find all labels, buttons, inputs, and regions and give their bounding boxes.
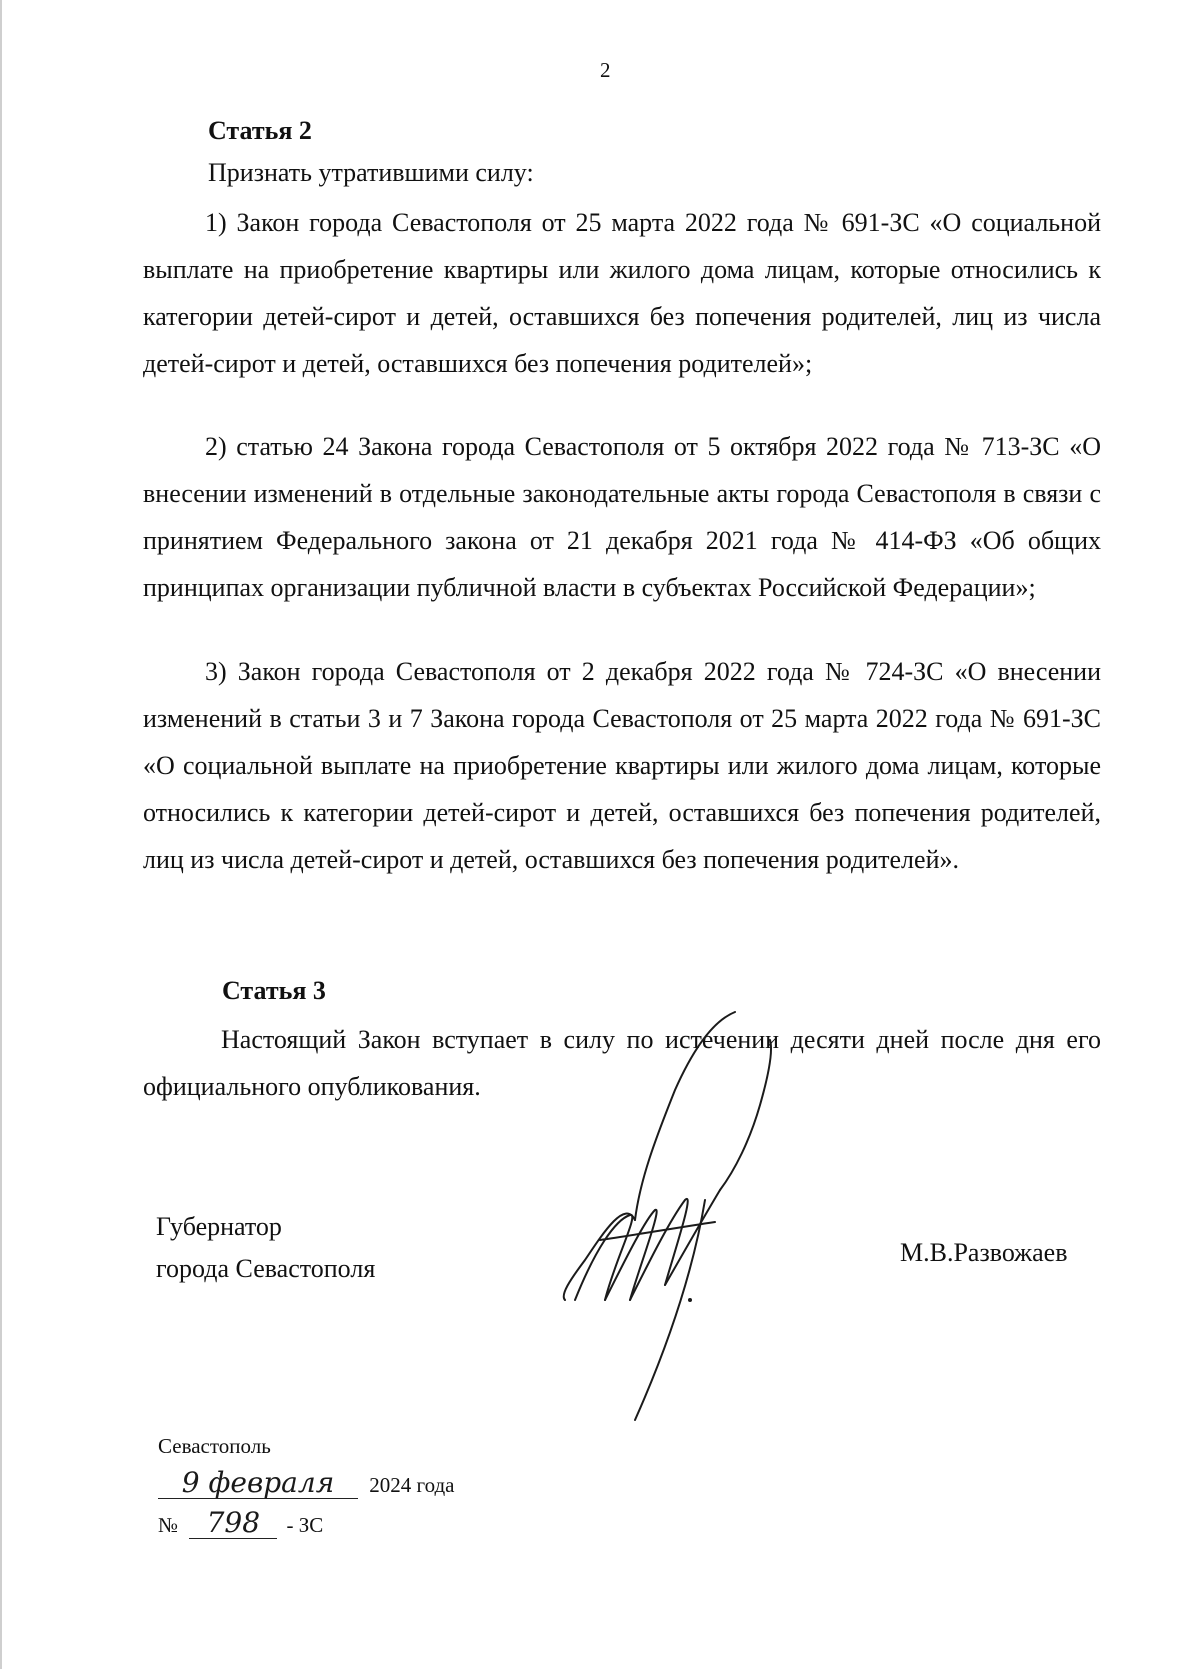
number-suffix: - ЗС: [286, 1513, 324, 1537]
article-2-intro: Признать утратившими силу:: [208, 158, 534, 187]
handwritten-date: 9 февраля: [158, 1468, 358, 1499]
scan-edge: [0, 0, 2, 1669]
signatory-title-line-2: города Севастополя: [156, 1254, 376, 1283]
article-2-item-3: [143, 648, 1101, 883]
signing-number-line: [158, 1508, 455, 1548]
page-number: 2: [600, 58, 611, 82]
article-2-item-2-text: 2) статью 24 Закона города Севастополя от 5 октября 2022 года № 713-ЗС «О внесении изменений в отдельные законодательные акты города Севастополя в связи с принятием Федерального закона от 21 декабря 2021 года № 414-ФЗ «Об общих принципах организации публичной власти в субъектах Российской Федерации»;: [143, 432, 1101, 602]
article-2-heading: Статья 2: [208, 116, 312, 145]
number-prefix: №: [158, 1513, 179, 1537]
article-3-heading: Статья 3: [222, 976, 326, 1005]
date-year: 2024 года: [369, 1473, 455, 1497]
article-2-item-1: [143, 199, 1101, 387]
article-2-item-1-text: 1) Закон города Севастополя от 25 марта 2022 года № 691-ЗС «О социальной выплате на приобретение квартиры или жилого дома лицам, которые относились к категории детей-сирот и детей, оставшихся без попечения родителей, лиц из числа детей-сирот и детей, оставшихся без попечения родителей»;: [143, 208, 1101, 378]
handwritten-number: 798: [189, 1508, 277, 1539]
signing-city: Севастополь: [158, 1434, 271, 1458]
article-2-item-2: [143, 423, 1101, 611]
article-2-item-3-text: 3) Закон города Севастополя от 2 декабря 2022 года № 724-ЗС «О внесении изменений в статьи 3 и 7 Закона города Севастополя от 25 марта 2022 года № 691-ЗС «О социальной выплате на приобретение квартиры или жилого дома лицам, которые относились к категории детей-сирот и детей, оставшихся без попечения родителей, лиц из числа детей-сирот и детей, оставшихся без попечения родителей».: [143, 657, 1101, 874]
article-3-text-body: Настоящий Закон вступает в силу по истечении десяти дней после дня его официального опубликования.: [143, 1025, 1101, 1101]
signing-date-line: [158, 1468, 455, 1508]
signatory-title-line-1: Губернатор: [156, 1212, 282, 1241]
signatory-name: М.В.Развожаев: [900, 1238, 1068, 1267]
signatory-title: [156, 1206, 375, 1290]
handwritten-signature: [545, 1000, 805, 1430]
signing-block: [158, 1434, 455, 1548]
